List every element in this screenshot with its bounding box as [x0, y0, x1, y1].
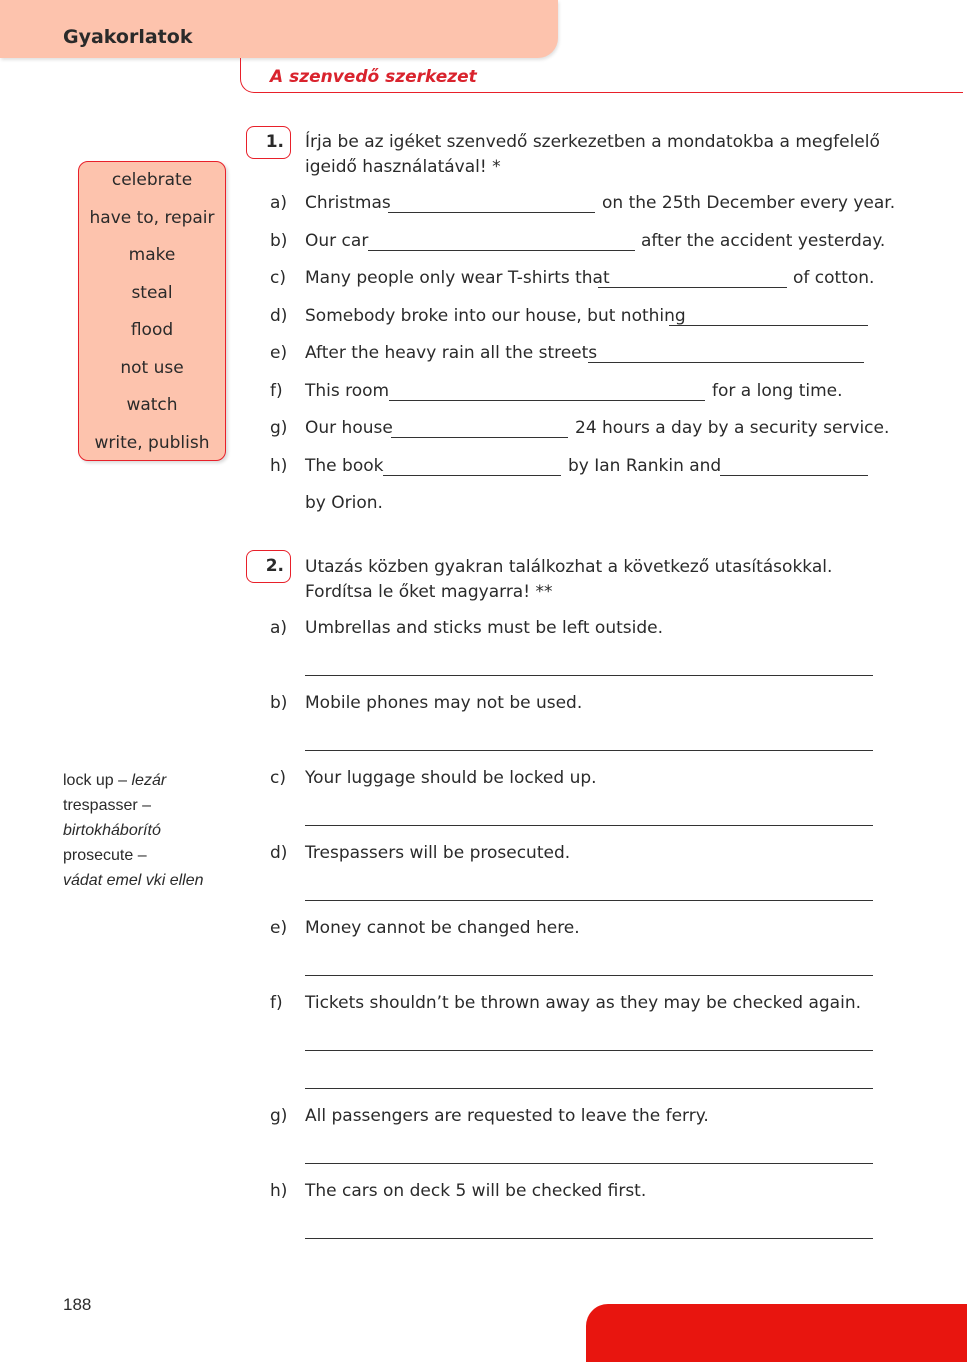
sentence-start: Our house	[305, 418, 393, 438]
footer-bar	[586, 1304, 967, 1362]
word-box-item: flood	[130, 320, 174, 340]
sentence-start: Our car	[305, 231, 369, 251]
word-box-item: steal	[131, 283, 173, 303]
sentence-middle: by Ian Rankin and	[568, 456, 722, 476]
item-label: g)	[270, 1106, 288, 1126]
glossary-meaning: birtokháborító	[63, 822, 161, 839]
answer-line[interactable]	[305, 675, 873, 676]
item-label: b)	[270, 693, 288, 713]
word-box-item: watch	[126, 395, 178, 415]
sentence-end: after the accident yesterday.	[641, 231, 886, 251]
answer-blank[interactable]	[669, 325, 868, 326]
word-box	[78, 161, 226, 461]
glossary-term: prosecute –	[63, 847, 147, 864]
sentence-text: Trespassers will be prosecuted.	[305, 843, 571, 863]
glossary	[63, 768, 204, 893]
item-label: g)	[270, 418, 288, 438]
section-title: A szenvedő szerkezet	[270, 67, 477, 87]
answer-blank[interactable]	[720, 475, 868, 476]
exercise-1-instruction: Írja be az igéket szenvedő szerkezetben a mondatokba a megfelelő igeidő használatával! *	[305, 132, 880, 177]
answer-blank[interactable]	[588, 362, 864, 363]
word-box-item: have to, repair	[89, 208, 215, 228]
sentence-end: 24 hours a day by a security service.	[575, 418, 890, 438]
sentence-start: After the heavy rain all the streets	[305, 343, 598, 363]
exercise-2-instruction: Utazás közben gyakran találkozhat a következő utasításokkal. Fordítsa le őket magyarra! **	[305, 557, 833, 602]
item-label: a)	[270, 618, 288, 638]
answer-line[interactable]	[305, 1163, 873, 1164]
sentence-text: Tickets shouldn’t be thrown away as they may be checked again.	[305, 993, 862, 1013]
page-title: Gyakorlatok	[63, 26, 193, 48]
sentence-text: Umbrellas and sticks must be left outside.	[305, 618, 664, 638]
answer-blank[interactable]	[368, 250, 635, 251]
item-label: d)	[270, 306, 288, 326]
answer-line[interactable]	[305, 750, 873, 751]
sentence-text: The cars on deck 5 will be checked first.	[305, 1181, 647, 1201]
glossary-meaning: lezár	[131, 772, 167, 789]
sentence-end: for a long time.	[712, 381, 843, 401]
answer-line[interactable]	[305, 825, 873, 826]
sentence-start: Many people only wear T-shirts that	[305, 268, 610, 288]
glossary-term: trespasser –	[63, 797, 152, 814]
answer-line[interactable]	[305, 900, 873, 901]
answer-line[interactable]	[305, 975, 873, 976]
item-label: e)	[270, 343, 288, 363]
item-label: f)	[270, 993, 283, 1013]
answer-line[interactable]	[305, 1238, 873, 1239]
sentence-text: Your luggage should be locked up.	[305, 768, 597, 788]
page-number: 188	[63, 1295, 92, 1314]
answer-blank[interactable]	[383, 475, 561, 476]
sentence-end: by Orion.	[305, 493, 383, 513]
item-label: a)	[270, 193, 288, 213]
word-box-item: make	[128, 245, 176, 265]
sentence-start: This room	[305, 381, 390, 401]
sentence-end: on the 25th December every year.	[602, 193, 896, 213]
word-box-item: celebrate	[111, 170, 193, 190]
answer-line[interactable]	[305, 1050, 873, 1051]
sentence-start: The book	[305, 456, 384, 476]
exercise-2-number: 2.	[246, 550, 291, 583]
glossary-meaning: vádat emel vki ellen	[63, 872, 204, 889]
answer-blank[interactable]	[391, 437, 568, 438]
answer-blank[interactable]	[598, 287, 787, 288]
answer-line[interactable]	[305, 1088, 873, 1089]
item-label: e)	[270, 918, 288, 938]
item-label: f)	[270, 381, 283, 401]
word-box-item: not use	[120, 358, 184, 378]
sentence-text: Mobile phones may not be used.	[305, 693, 583, 713]
sentence-text: All passengers are requested to leave the ferry.	[305, 1106, 709, 1126]
item-label: h)	[270, 456, 288, 476]
exercise-1-number: 1.	[246, 126, 291, 159]
item-label: h)	[270, 1181, 288, 1201]
item-label: c)	[270, 768, 286, 788]
item-label: c)	[270, 268, 286, 288]
glossary-entry	[63, 768, 204, 793]
answer-blank[interactable]	[389, 400, 705, 401]
item-label: b)	[270, 231, 288, 251]
word-box-item: write, publish	[94, 433, 210, 453]
sentence-text: Money cannot be changed here.	[305, 918, 580, 938]
sentence-start: Christmas	[305, 193, 391, 213]
sentence-start: Somebody broke into our house, but nothing	[305, 306, 686, 326]
sentence-end: of cotton.	[793, 268, 875, 288]
glossary-term: lock up –	[63, 772, 128, 789]
answer-blank[interactable]	[388, 212, 595, 213]
item-label: d)	[270, 843, 288, 863]
